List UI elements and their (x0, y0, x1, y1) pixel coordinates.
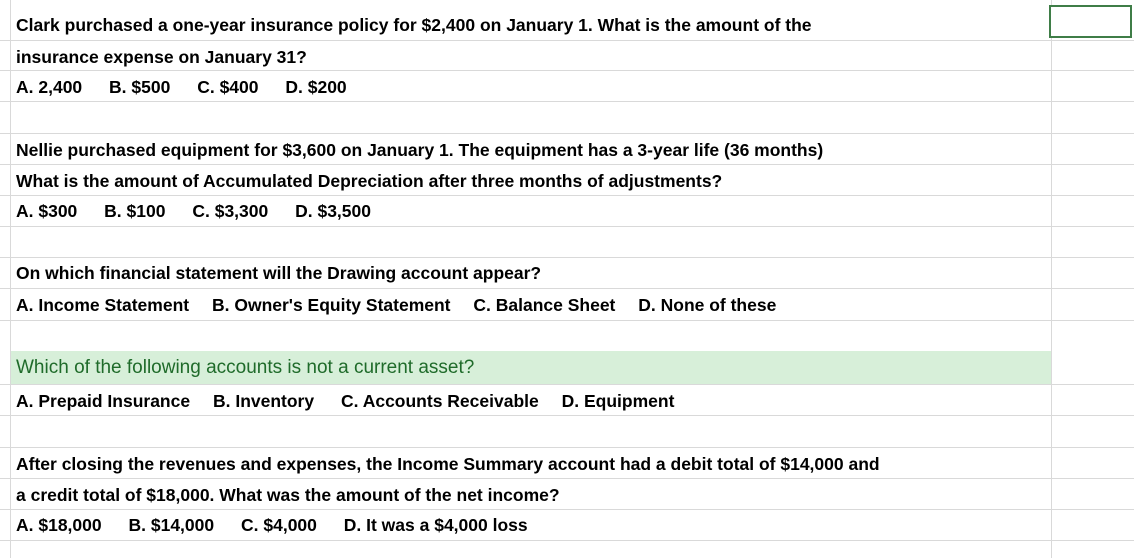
option-a: A. $18,000 (16, 515, 102, 535)
row-gridline (0, 540, 1134, 541)
question-1-line-1[interactable]: Clark purchased a one-year insurance policy for $2,400 on January 1. What is the amount of the (16, 15, 812, 35)
question-3-line-1[interactable]: On which financial statement will the Drawing account appear? (16, 263, 542, 283)
question-2-line-1[interactable]: Nellie purchased equipment for $3,600 on January 1. The equipment has a 3-year life (36 months) (16, 140, 824, 160)
option-c: C. Accounts Receivable (340, 391, 539, 411)
question-1-line-2[interactable]: insurance expense on January 31? (16, 47, 307, 67)
option-c: C. Balance Sheet (473, 295, 616, 315)
option-b: B. Inventory (212, 391, 315, 411)
column-gridline (10, 0, 11, 558)
option-c: C. $4,000 (241, 515, 317, 535)
question-5-line-1[interactable]: After closing the revenues and expenses, the Income Summary account had a debit total of $14,000 and (16, 454, 880, 474)
question-5-line-2[interactable]: a credit total of $18,000. What was the amount of the net income? (16, 485, 560, 505)
row-gridline (0, 288, 1134, 289)
option-d: D. $200 (285, 77, 347, 97)
option-a: A. $300 (16, 201, 78, 221)
option-d: D. It was a $4,000 loss (343, 515, 528, 535)
column-gridline (1051, 0, 1052, 558)
option-a: A. 2,400 (16, 77, 83, 97)
row-gridline (0, 226, 1134, 227)
question-1-options[interactable] (16, 72, 347, 102)
row-gridline (0, 40, 1134, 41)
option-b: B. $100 (104, 201, 166, 221)
question-5-options[interactable] (16, 510, 528, 540)
row-gridline (0, 447, 1134, 448)
question-3-options[interactable] (16, 290, 776, 320)
row-gridline (0, 384, 1134, 385)
option-d: D. Equipment (561, 391, 675, 411)
option-b: B. $14,000 (128, 515, 215, 535)
selected-cell[interactable] (1049, 5, 1132, 38)
option-a: A. Income Statement (16, 295, 190, 315)
option-d: D. $3,500 (295, 201, 371, 221)
row-gridline (0, 133, 1134, 134)
question-4-line-1[interactable]: Which of the following accounts is not a current asset? (16, 357, 475, 378)
option-c: C. $400 (197, 77, 259, 97)
option-b: B. $500 (109, 77, 171, 97)
question-4-options[interactable] (16, 386, 674, 416)
option-d: D. None of these (638, 295, 777, 315)
question-2-options[interactable] (16, 196, 371, 226)
option-b: B. Owner's Equity Statement (211, 295, 451, 315)
option-c: C. $3,300 (192, 201, 269, 221)
row-gridline (0, 320, 1134, 321)
question-2-line-2[interactable]: What is the amount of Accumulated Depreciation after three months of adjustments? (16, 171, 723, 191)
option-a: A. Prepaid Insurance (16, 391, 191, 411)
